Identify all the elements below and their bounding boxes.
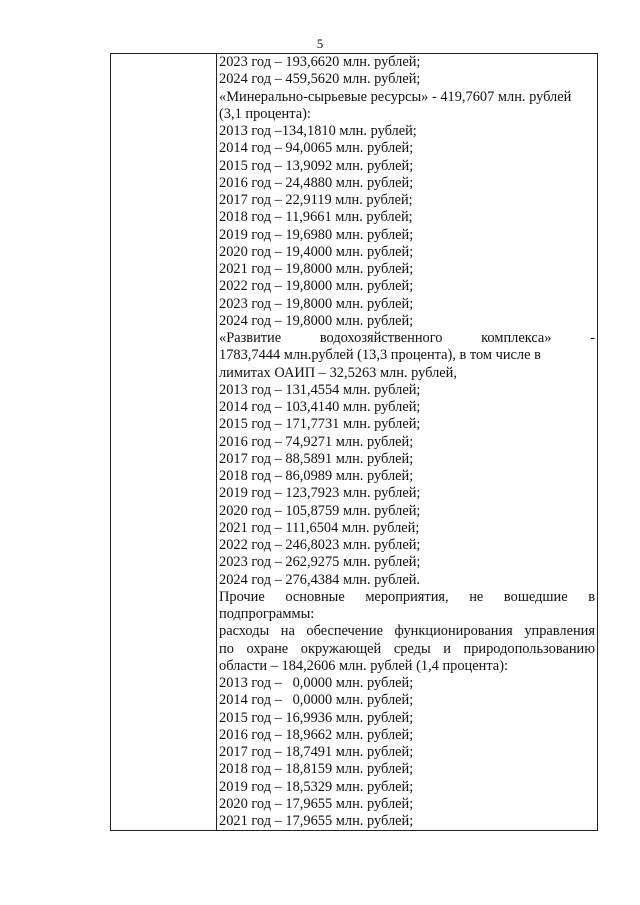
table-cell-right-text (217, 54, 598, 831)
water-heading-line (219, 330, 595, 347)
text-line: 2015 год – 16,9936 млн. рублей; (219, 709, 414, 726)
text-line: 2024 год – 459,5620 млн. рублей; (219, 71, 421, 88)
text-line: 2014 год – 103,4140 млн. рублей; (219, 399, 421, 415)
text-line: 2023 год – 19,8000 млн. рублей; (219, 295, 414, 312)
text-line: 2018 год – 18,8159 млн. рублей; (219, 761, 414, 778)
text-line: 2014 год – 0,0000 млн. рублей; (219, 692, 414, 709)
financing-text (219, 54, 595, 830)
text-line: подпрограммы: (219, 606, 315, 622)
text-line: «Минерально-сырьевые ресурсы» - 419,7607 млн. рублей (219, 88, 572, 105)
text-line: области – 184,2606 млн. рублей (1,4 процента): (219, 657, 508, 674)
text-line: 2018 год – 86,0989 млн. рублей; (219, 468, 414, 484)
text-line: 2019 год – 18,5329 млн. рублей; (219, 778, 414, 795)
table-row (111, 54, 598, 831)
text-line: (3,1 процента): (219, 105, 311, 122)
text-line: 2020 год – 19,4000 млн. рублей; (219, 243, 414, 260)
page-number: 5 (316, 36, 324, 51)
text-line: 2017 год – 18,7491 млн. рублей; (219, 744, 414, 760)
heading-word: Прочие (219, 588, 265, 605)
other-heading-line (219, 589, 595, 606)
heading-word: - (590, 330, 595, 346)
text-line: 2015 год – 171,7731 млн. рублей; (219, 416, 421, 433)
text-line: расходы на обеспечение функционирования управления (219, 623, 595, 640)
text-line: 2021 год – 17,9655 млн. рублей; (219, 813, 414, 829)
heading-word: мероприятия, (365, 588, 449, 605)
table-cell-left-empty (111, 54, 217, 831)
text-line: 2019 год – 123,7923 млн. рублей; (219, 485, 421, 502)
text-line: лимитах ОАИП – 32,5263 млн. рублей, (219, 364, 457, 381)
text-line: 2015 год – 13,9092 млн. рублей; (219, 157, 414, 174)
heading-word: комплекса» (481, 330, 552, 346)
text-line: по охране окружающей среды и природопользованию (219, 640, 595, 657)
heading-word: основные (285, 588, 345, 605)
text-line: 2022 год – 19,8000 млн. рублей; (219, 278, 414, 295)
text-line: 2013 год – 131,4554 млн. рублей; (219, 381, 421, 398)
text-line: 2021 год – 111,6504 млн. рублей; (219, 519, 420, 536)
text-line: 2020 год – 105,8759 млн. рублей; (219, 502, 421, 519)
text-line: 2016 год – 18,9662 млн. рублей; (219, 726, 414, 743)
text-line: 2024 год – 19,8000 млн. рублей; (219, 312, 414, 329)
text-line: 2016 год – 74,9271 млн. рублей; (219, 433, 414, 450)
heading-word: в (588, 588, 595, 605)
heading-word: «Развитие (219, 330, 282, 346)
text-line: 2020 год – 17,9655 млн. рублей; (219, 795, 414, 812)
text-line: 2014 год – 94,0065 млн. рублей; (219, 140, 414, 157)
text-line: 2022 год – 246,8023 млн. рублей; (219, 537, 421, 553)
text-line: 2023 год – 262,9275 млн. рублей; (219, 554, 421, 571)
text-line: 2017 год – 88,5891 млн. рублей; (219, 450, 414, 467)
text-line: 2013 год – 0,0000 млн. рублей; (219, 675, 414, 691)
text-line: 2018 год – 11,9661 млн. рублей; (219, 209, 413, 226)
heading-word: не (469, 588, 484, 605)
heading-word: вошедшие (503, 588, 568, 605)
document-table (110, 53, 598, 831)
text-line: 2017 год – 22,9119 млн. рублей; (219, 192, 413, 208)
text-line: 2013 год –134,1810 млн. рублей; (219, 123, 417, 139)
text-line: 2024 год – 276,4384 млн. рублей. (219, 571, 421, 588)
text-line: 2023 год – 193,6620 млн. рублей; (219, 54, 421, 70)
text-line: 2019 год – 19,6980 млн. рублей; (219, 226, 414, 243)
text-line: 1783,7444 млн.рублей (13,3 процента), в том числе в (219, 347, 541, 364)
heading-word: водохозяйственного (319, 330, 443, 346)
text-line: 2021 год – 19,8000 млн. рублей; (219, 261, 414, 277)
text-line: 2016 год – 24,4880 млн. рублей; (219, 174, 414, 191)
